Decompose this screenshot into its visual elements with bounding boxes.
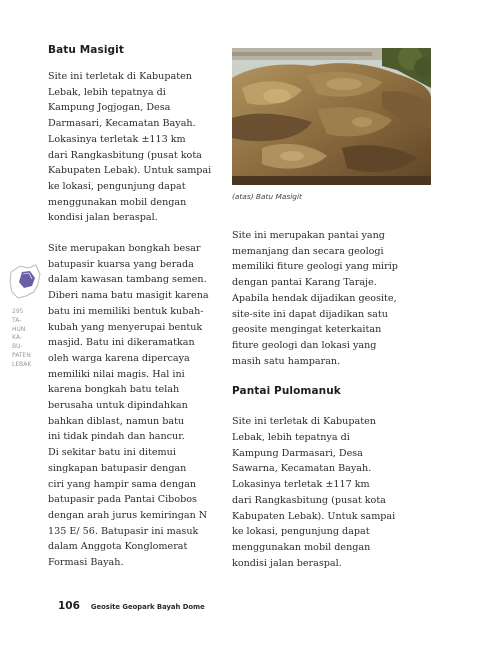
side-region-label (12, 308, 42, 370)
text-line: 295 (12, 308, 24, 315)
paragraph-location-batu-masigit (48, 69, 224, 226)
text-line: dalam kawasan tambang semen. (48, 274, 207, 286)
text-line: Kampung Jogjogan, Desa (48, 102, 171, 114)
text-line: memanjang dan secara geologi (232, 245, 384, 257)
text-line: batu ini memiliki bentuk kubah- (48, 305, 204, 317)
text-line: KA- (12, 334, 22, 342)
text-line: site-site ini dapat dijadikan satu (232, 308, 388, 320)
text-line: Lokasinya terletak ±113 km (48, 133, 186, 145)
text-line: PATEN (12, 351, 31, 359)
text-line: memiliki fiture geologi yang mirip (232, 261, 398, 273)
text-line: fiture geologi dan lokasi yang (232, 339, 377, 351)
text-line: Lokasinya terletak ±117 km (232, 479, 370, 491)
text-line: Darmasari, Kecamatan Bayah. (48, 118, 196, 130)
text-line: Apabila hendak dijadikan geosite, (232, 292, 397, 304)
text-line: masjid. Batu ini dikeramatkan (48, 337, 195, 349)
text-line: Site ini terletak di Kabupaten (48, 71, 192, 82)
publication-title: Geosite Geopark Bayah Dome (90, 603, 205, 611)
text-line: batupasir pada Pantai Cibobos (48, 494, 197, 506)
text-line: oleh warga karena dipercaya (48, 352, 190, 364)
text-line: BU- (12, 343, 23, 351)
batu-masigit-photo (232, 48, 431, 185)
text-line: LEBAK (12, 360, 32, 368)
rock-photo-illustration (232, 48, 431, 185)
text-line: ciri yang hampir sama dengan (48, 478, 197, 490)
text-line: dari Rangkasbitung (pusat kota (232, 494, 386, 506)
text-line: memiliki nilai magis. Hal ini (48, 368, 185, 380)
text-line: Kabupaten Lebak). Untuk sampai (48, 165, 212, 177)
text-line: bahkan diblast, namun batu (48, 415, 185, 427)
text-line: 135 E/ 56. Batupasir ini masuk (48, 525, 199, 537)
photo-caption: (atas) Batu Masigit (232, 192, 302, 201)
text-line: Diberi nama batu masigit karena (48, 290, 209, 302)
text-line: menggunakan mobil dengan (48, 196, 187, 208)
text-line: ini tidak pindah dan hancur. (48, 431, 185, 443)
text-line: berusaha untuk dipindahkan (48, 400, 188, 412)
text-line: ke lokasi, pengunjung dapat (232, 526, 370, 538)
text-line: dalam Anggota Konglomerat (48, 541, 188, 553)
page-footer (58, 600, 205, 612)
page-number: 106 (58, 600, 80, 612)
text-line: singkapan batupasir dengan (48, 462, 187, 474)
text-line: Lebak, lebih tepatnya di (48, 86, 166, 98)
text-line: Sawarna, Kecamatan Bayah. (232, 463, 372, 475)
text-line: dengan arah jurus kemiringan N (48, 509, 208, 521)
right-column (232, 48, 432, 571)
text-line: TA- (12, 316, 22, 324)
left-column (48, 44, 224, 571)
text-line: karena bongkah batu telah (48, 384, 180, 396)
text-line: ke lokasi, pengunjung dapat (48, 180, 186, 192)
section-title-pantai-pulomanuk: Pantai Pulomanuk (232, 385, 341, 398)
section-title-batu-masigit: Batu Masigit (48, 44, 124, 56)
text-line: Di sekitar batu ini ditemui (48, 447, 176, 459)
text-line: Site ini terletak di Kabupaten (232, 416, 376, 428)
regency-map-icon (8, 262, 42, 302)
text-line: HUN (12, 325, 26, 333)
text-line: Kampung Darmasari, Desa (232, 447, 363, 459)
text-line: kondisi jalan beraspal. (48, 212, 158, 224)
text-line: masih satu hamparan. (232, 355, 341, 367)
text-line: Site ini merupakan pantai yang (232, 230, 385, 241)
text-line: Site merupakan bongkah besar (48, 243, 201, 255)
text-line: Formasi Bayah. (48, 557, 124, 569)
text-line: menggunakan mobil dengan (232, 541, 371, 553)
text-line: Kabupaten Lebak). Untuk sampai (232, 510, 396, 522)
text-line: kubah yang menyerupai bentuk (48, 321, 203, 333)
text-line: dengan pantai Karang Taraje. (232, 277, 377, 289)
text-line: batupasir kuarsa yang berada (48, 258, 194, 270)
paragraph-description-batu-masigit (48, 241, 224, 571)
paragraph-location-pantai-pulomanuk (232, 414, 432, 571)
text-line: Lebak, lebih tepatnya di (232, 432, 350, 444)
text-line: kondisi jalan beraspal. (232, 557, 342, 569)
paragraph-pantai-description (232, 228, 432, 369)
text-line: dari Rangkasbitung (pusat kota (48, 149, 202, 161)
text-line: geosite mengingat keterkaitan (232, 324, 382, 336)
